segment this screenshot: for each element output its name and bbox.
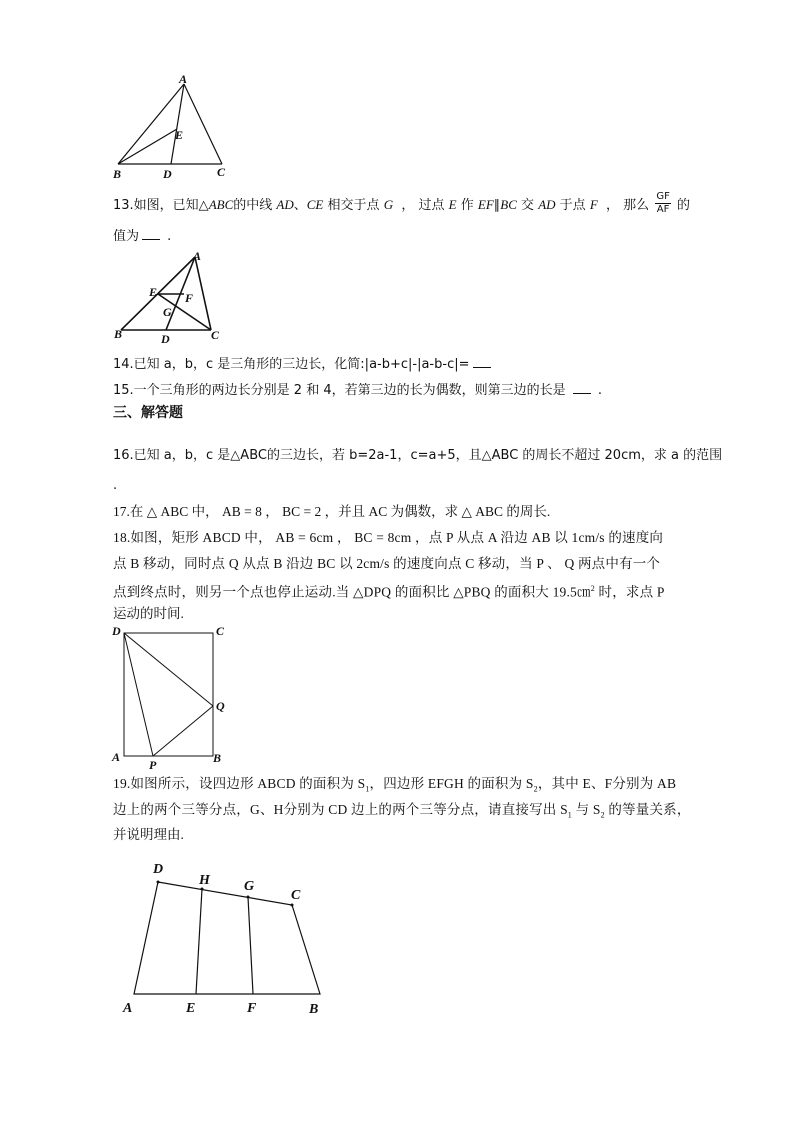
fraction-gf-af: [655, 191, 671, 216]
q13-g: G: [383, 197, 394, 212]
label-e: E: [175, 128, 184, 142]
label-c: C: [217, 165, 226, 179]
answer-blank[interactable]: [142, 227, 160, 240]
q13-parallel: ∥: [493, 198, 501, 213]
figure-triangle-abc-1: [105, 72, 245, 182]
q13-text: 交: [521, 198, 535, 213]
label-e: E: [149, 285, 158, 299]
question-15: [113, 381, 602, 400]
answer-blank[interactable]: [473, 355, 491, 368]
q18-text: 时，求点 P: [594, 584, 665, 600]
label-d: D: [112, 624, 121, 638]
question-17: 17.在 △ ABC 中， AB = 8 ， BC = 2 ，并且 AC 为偶数，求 △ ABC 的周长.: [113, 504, 551, 519]
q13-ce: CE: [306, 197, 324, 212]
label-b: B: [113, 167, 122, 181]
question-19-line-3: 并说明理由.: [113, 827, 184, 842]
figure-triangle-abc-2: [110, 248, 235, 346]
label-q: Q: [216, 699, 225, 713]
q13-text: 的中线: [233, 198, 273, 213]
question-14: [113, 355, 494, 374]
q19-text: ，其中 E、F分别为 AB: [537, 776, 677, 791]
question-19-line-1: [113, 775, 676, 799]
label-f: F: [247, 1001, 257, 1016]
q13-e: E: [448, 197, 457, 212]
label-g: G: [163, 305, 172, 319]
label-a: A: [179, 72, 188, 86]
q19-text: 边上的两个三等分点，G、H分别为 CD 边上的两个三等分点，请直接写出 S: [113, 802, 568, 817]
q19-text: 的等量关系，: [604, 802, 691, 817]
question-16-line-2: .: [113, 478, 118, 493]
q13-text: 作: [460, 198, 474, 213]
label-a: A: [123, 1001, 133, 1016]
fraction-denominator: AF: [656, 204, 670, 215]
q13-text: 于点: [559, 198, 586, 213]
q13-text: .: [167, 229, 172, 244]
figure-rectangle-abcd: [108, 620, 233, 770]
fraction-numerator: GF: [656, 191, 670, 202]
question-19-line-2: [113, 801, 691, 825]
label-b: B: [309, 1002, 319, 1017]
question-16-line-1: 16.已知 a，b，c 是△ABC的三边长，若 b=2a-1，c=a+5，且△ABC 的周长不超过 20cm，求 a 的范围: [113, 448, 723, 463]
q13-ad: AD: [276, 197, 294, 212]
section-title: 三、解答题: [113, 405, 183, 421]
question-13-line-1: [113, 193, 690, 218]
label-h: H: [199, 873, 210, 888]
q18-text: 点到终点时，则另一个点也停止运动.当 △DPQ 的面积比 △PBQ 的面积大 19.5㎝: [113, 584, 591, 600]
label-g: G: [244, 879, 255, 894]
q19-text: 与 S: [572, 802, 601, 817]
q15-text: 15.一个三角形的两边长分别是 2 和 4，若第三边的长为偶数，则第三边的长是: [113, 383, 566, 398]
label-f: F: [185, 291, 194, 305]
figure-quadrilateral-abcd: [115, 855, 335, 1020]
q13-text: 13.如图，已知△: [113, 198, 209, 213]
q13-text: ， 过点: [401, 198, 445, 213]
q15-text: .: [597, 383, 603, 398]
q19-text: 19.如图所示，设四边形 ABCD 的面积为 S: [113, 776, 366, 791]
label-b: B: [213, 751, 222, 765]
question-13-line-2: [113, 227, 171, 246]
label-c: C: [216, 624, 225, 638]
q13-ad: AD: [538, 197, 556, 212]
label-b: B: [114, 327, 123, 341]
q14-text: 14.已知 a，b，c 是三角形的三边长，化简:|a-b+c|-|a-b-c|=: [113, 357, 470, 372]
q19-text: ，四边形 EFGH 的面积为 S: [369, 776, 534, 791]
question-18-line-2: 点 B 移动，同时点 Q 从点 B 沿边 BC 以 2cm/s 的速度向点 C 移动，当 P 、 Q 两点中有一个: [113, 556, 661, 571]
q19-sub: 2: [533, 784, 538, 794]
q18-sup: 2: [590, 584, 595, 593]
q13-ef: EF: [477, 197, 494, 212]
label-p: P: [149, 758, 157, 772]
question-18-line-3: [113, 580, 665, 602]
q13-abc: ABC: [208, 197, 234, 212]
label-d: D: [163, 167, 172, 181]
q19-sub: 1: [365, 784, 370, 794]
label-a: A: [193, 249, 202, 263]
q13-text: 、: [293, 198, 307, 213]
q19-sub: 2: [600, 810, 605, 820]
label-a: A: [112, 750, 121, 764]
label-c: C: [291, 888, 301, 903]
label-e: E: [186, 1001, 196, 1016]
q13-bc: BC: [500, 197, 517, 212]
q13-text: 相交于点: [327, 198, 380, 213]
q19-sub: 1: [567, 810, 572, 820]
label-d: D: [153, 862, 164, 877]
q13-f: F: [589, 197, 598, 212]
q13-text: 的: [676, 198, 690, 213]
q13-text: 值为: [113, 229, 140, 244]
answer-blank[interactable]: [573, 381, 591, 394]
label-c: C: [211, 328, 220, 342]
label-d: D: [161, 332, 170, 346]
question-18-line-4: 运动的时间.: [113, 606, 184, 621]
question-18-line-1: 18.如图，矩形 ABCD 中， AB = 6cm ， BC = 8cm ，点 P 从点 A 沿边 AB 以 1cm/s 的速度向: [113, 530, 664, 545]
q13-text: ， 那么: [606, 198, 650, 213]
